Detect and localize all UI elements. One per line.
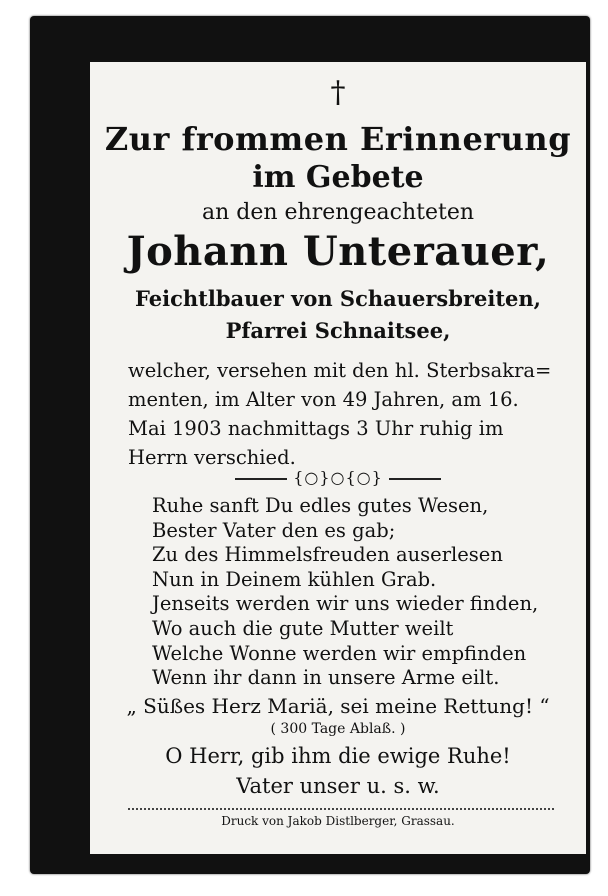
ornament-line-right (389, 478, 441, 480)
rest-prayer: O Herr, gib ihm die ewige Ruhe! (165, 744, 511, 768)
ornament-divider (90, 468, 586, 487)
ornament-line-left (235, 478, 287, 480)
parish-line: Pfarrei Schnaitsee, (225, 318, 451, 343)
printer-credit: Druck von Jakob Distlberger, Grassau. (221, 814, 455, 828)
death-notice-line: welcher, versehen mit den hl. Sterbsakra= (128, 359, 552, 382)
death-notice-line: menten, im Alter von 49 Jahren, am 16. (128, 388, 519, 411)
poem-line: Nun in Deinem kühlen Grab. (152, 567, 437, 591)
poem-line: Jenseits werden wir uns wieder finden, (152, 592, 539, 616)
memorial-card (30, 16, 590, 874)
poem (152, 494, 552, 691)
poem-line: Zu des Himmelsfreuden auserlesen (152, 543, 503, 567)
card-paper (90, 62, 586, 854)
poem-line: Ruhe sanft Du edles gutes Wesen, (152, 494, 489, 517)
death-notice (128, 356, 554, 472)
deceased-name: Johann Unterauer, (126, 228, 550, 275)
death-notice-line: Mai 1903 nachmittags 3 Uhr ruhig im (128, 417, 504, 440)
occupation-line: Feichtlbauer von Schauersbreiten, (135, 286, 541, 311)
poem-line: Wenn ihr dann in unsere Arme eilt. (152, 666, 500, 690)
cross-icon: † (330, 75, 346, 110)
our-father-line: Vater unser u. s. w. (236, 774, 440, 798)
intro-line: an den ehrengeachteten (201, 200, 475, 225)
poem-line: Wo auch die gute Mutter weilt (152, 616, 454, 640)
dotted-divider (128, 808, 554, 810)
poem-line: Bester Vater den es gab; (152, 518, 396, 542)
marian-prayer: „ Süßes Herz Mariä, sei meine Rettung! “ (126, 694, 550, 718)
death-notice-line: Herrn verschied. (128, 446, 296, 469)
poem-line: Welche Wonne werden wir empfinden (152, 641, 527, 665)
indulgence-note: ( 300 Tage Ablaß. ) (270, 721, 406, 737)
ornament-center: {○}○{○} (293, 468, 383, 487)
title-line-2: im Gebete (252, 160, 424, 195)
title-line-1: Zur frommen Erinnerung (104, 120, 572, 158)
